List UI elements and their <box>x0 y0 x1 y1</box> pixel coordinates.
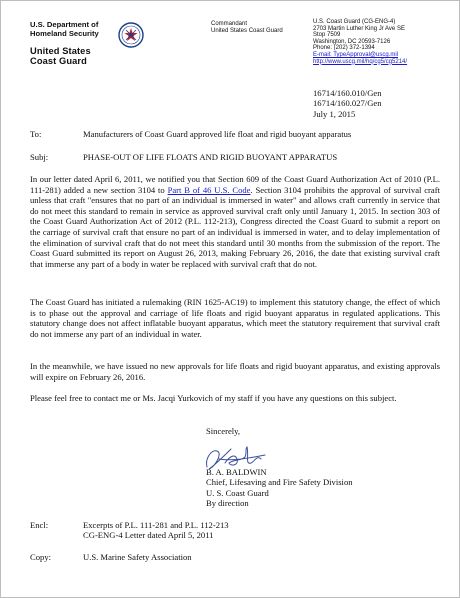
department-line: Homeland Security <box>30 28 99 38</box>
department-line: U.S. Department of <box>30 20 99 29</box>
signer-title: Chief, Lifesaving and Fire Safety Division <box>206 477 353 488</box>
email-link[interactable]: E-mail: TypeApproval@uscg.mil <box>313 51 399 58</box>
address-line: Washington, DC 20593-7126 <box>313 38 391 45</box>
signer-name: B. A. BALDWIN <box>206 467 267 477</box>
subject-line <box>30 152 337 163</box>
address-block <box>313 19 407 65</box>
paragraph-text: In our letter dated April 6, 2011, we notified you that Section 609 of the Coast Guard Authorization Act of 2010 (P.L. 111-281) added a new section 3104 to <box>30 174 440 195</box>
closing-text: Sincerely, <box>206 426 241 436</box>
agency-line: United States <box>30 46 91 56</box>
phone-line: Phone: (202) 372-1394 <box>313 45 375 52</box>
body-paragraph-1 <box>30 174 440 269</box>
paragraph-text: In the meanwhile, we have issued no new approvals for life floats and rigid buoyant apparatus, and existing approvals will expire on February 26, 2016. <box>30 361 440 382</box>
body-paragraph-3 <box>30 361 440 382</box>
body-paragraph-2 <box>30 297 440 339</box>
paragraph-text: . Section 3104 prohibits the approval of survival craft unless that craft "ensures that no part of an individual is immersed in water" and allows craft currently in service that do not meet this standard to remain in service as approved survival craft only until January 1, 2015. In section 303 of the Coast Guard Authorization Act of 2012 (P.L. 112-213), Congress directed the Coast Guard to submit a report on the carriage of survival craft that ensure no part of an individual is immersed in water, and to delay implementation of the elimination of survival craft that do not meet this standard until 30 months from the submission of the report. The Coast Guard submitted its report on August 26, 2013, making February 26, 2016, the date that existing survival craft that immerse any part of a body in water be replaced with survival craft that do not. <box>30 184 440 269</box>
address-line: 2703 Martin Luther King Jr Ave SE <box>313 25 405 32</box>
subject-label: Subj: <box>30 152 49 162</box>
website-link[interactable]: http://www.uscg.mil/hq/cg5/cg5214/ <box>313 58 408 65</box>
paragraph-text: Please feel free to contact me or Ms. Jacqi Yurkovich of my staff if you have any questions on this subject. <box>30 393 397 403</box>
us-code-link[interactable]: Part B of 46 U.S. Code <box>167 184 251 195</box>
enclosure-item: CG-ENG-4 Letter dated April 5, 2011 <box>83 530 214 541</box>
file-reference: 16714/160.010/Gen <box>313 88 382 98</box>
department-name <box>30 21 99 38</box>
copy-label: Copy: <box>30 552 52 562</box>
agency-line: Coast Guard <box>30 56 87 66</box>
commandant-line: United States Coast Guard <box>211 28 283 34</box>
file-reference: 16714/160.027/Gen <box>313 98 382 109</box>
agency-name <box>30 46 91 66</box>
coast-guard-seal-icon <box>118 22 144 48</box>
commandant-line: Commandant <box>211 21 248 27</box>
address-line: U.S. Coast Guard (CG-ENG-4) <box>313 19 396 25</box>
enclosures-list <box>83 520 229 541</box>
enclosure-item: Excerpts of P.L. 111-281 and P.L. 112-213 <box>83 520 229 530</box>
closing <box>206 426 240 436</box>
enclosures-label-text: Encl: <box>30 520 49 530</box>
address-line: Stop 7509 <box>313 32 341 39</box>
to-label: To: <box>30 129 42 139</box>
body-paragraph-4 <box>30 393 440 404</box>
to-line <box>30 129 351 140</box>
subject-text: PHASE-OUT OF LIFE FLOATS AND RIGID BUOYANT APPARATUS <box>83 152 338 162</box>
paragraph-text: The Coast Guard has initiated a rulemaking (RIN 1625-AC19) to implement this statutory change, the effect of which is to phase out the approval and carriage of life floats and rigid buoyant apparatus in regulated applications. This statutory change does not affect inflatable buoyant apparatus, which meet the statutory requirement that survival craft do not immerse any part of an individual in water. <box>30 297 440 339</box>
signature-block <box>206 467 353 509</box>
signer-authority: By direction <box>206 498 249 509</box>
enclosures-label <box>30 520 48 531</box>
commandant-block <box>211 21 283 35</box>
copy-line <box>30 552 192 563</box>
letter-date: July 1, 2015 <box>313 108 356 119</box>
reference-block <box>313 88 382 119</box>
to-text: Manufacturers of Coast Guard approved life float and rigid buoyant apparatus <box>83 129 352 139</box>
copy-text: U.S. Marine Safety Association <box>83 552 192 562</box>
signer-organization: U. S. Coast Guard <box>206 487 269 498</box>
